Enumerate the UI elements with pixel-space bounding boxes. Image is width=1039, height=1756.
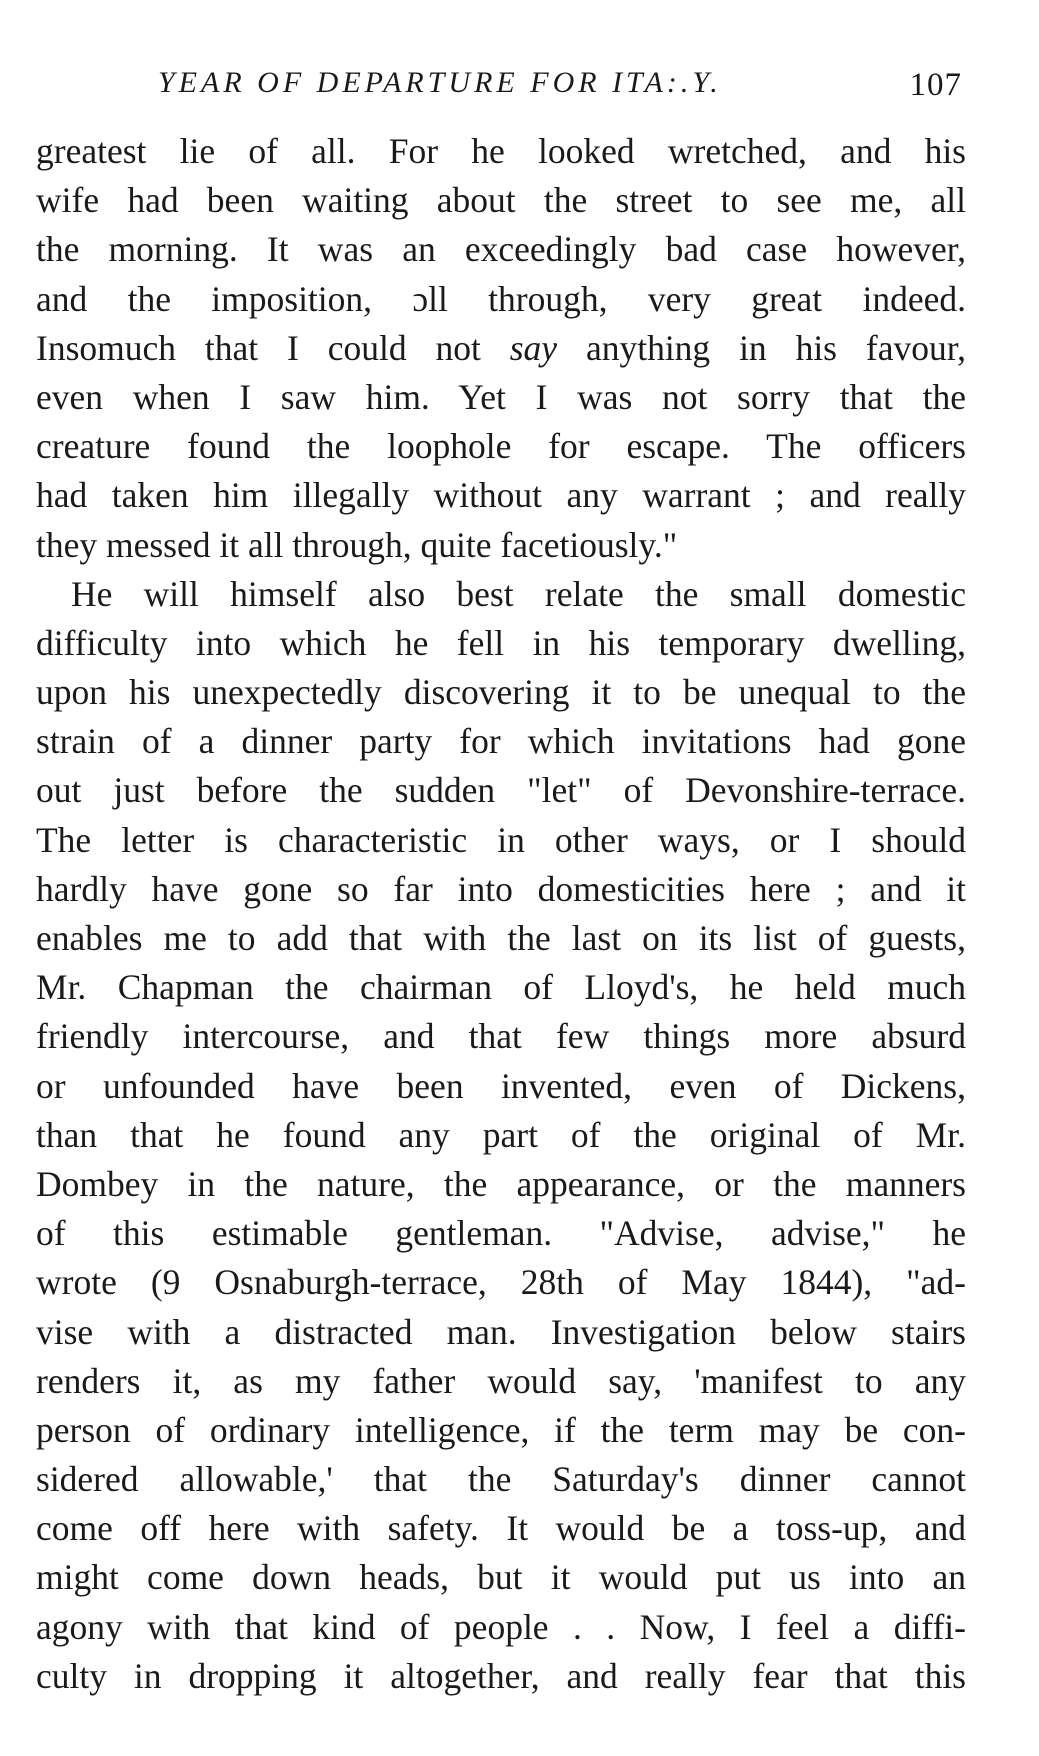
text-line: enables me to add that with the last on its list of guests,	[36, 918, 966, 958]
text-line: person of ordinary intelligence, if the term may be con-	[36, 1409, 966, 1450]
text-line	[36, 324, 966, 373]
text-segment: anything in his favour,	[585, 327, 966, 368]
text-line: out just before the sudden "let" of Devonshire-terrace.	[36, 770, 966, 811]
text-line: wife had been waiting about the street to see me, all	[36, 180, 966, 221]
running-title: YEAR OF DEPARTURE FOR ITA:.Y.	[158, 66, 722, 99]
text-line: greatest lie of all. For he looked wretched, and his	[36, 131, 966, 171]
running-head	[36, 58, 966, 108]
text-line: creature found the loophole for escape. The officers	[36, 426, 966, 467]
paragraph	[36, 570, 966, 1701]
text-line: of this estimable gentleman. "Advise, advise," he	[36, 1213, 966, 1254]
text-segment: Insomuch that I could not	[36, 327, 481, 368]
body-text	[36, 127, 966, 1701]
text-line: difficulty into which he fell in his temporary dwelling,	[36, 622, 966, 663]
text-line: hardly have gone so far into domesticities here ; and it	[36, 868, 966, 909]
text-line: sidered allowable,' that the Saturday's dinner cannot	[36, 1459, 966, 1500]
text-line: vise with a distracted man. Investigation below stairs	[36, 1311, 966, 1352]
text-line: Dombey in the nature, the appearance, or the manners	[36, 1163, 966, 1204]
text-line: Mr. Chapman the chairman of Lloyd's, he held much	[36, 967, 966, 1008]
emphasis-text: say	[509, 327, 558, 368]
text-line: or unfounded have been invented, even of Dickens,	[36, 1065, 966, 1106]
text-line: The letter is characteristic in other ways, or I should	[36, 819, 966, 860]
text-line: had taken him illegally without any warrant ; and really	[36, 475, 966, 516]
text-line: He will himself also best relate the small domestic	[71, 573, 966, 614]
page-number: 107	[909, 67, 962, 103]
text-line: even when I saw him. Yet I was not sorry that the	[36, 376, 966, 417]
text-line: upon his unexpectedly discovering it to be unequal to the	[36, 672, 966, 713]
text-line: come off here with safety. It would be a toss-up, and	[36, 1508, 966, 1549]
text-line: strain of a dinner party for which invitations had gone	[36, 721, 966, 762]
text-line: might come down heads, but it would put us into an	[36, 1557, 966, 1598]
text-line: and the imposition, ɔll through, very great indeed.	[36, 278, 966, 319]
text-line: than that he found any part of the original of Mr.	[36, 1114, 966, 1155]
paragraph	[36, 127, 966, 570]
text-line: they messed it all through, quite facetiously."	[36, 524, 678, 565]
text-line: agony with that kind of people . . Now, I feel a diffi-	[36, 1606, 966, 1647]
text-line: friendly intercourse, and that few things more absurd	[36, 1016, 966, 1057]
text-line: the morning. It was an exceedingly bad case however,	[36, 229, 966, 270]
text-line: culty in dropping it altogether, and really fear that this	[36, 1655, 966, 1696]
text-line: wrote (9 Osnaburgh-terrace, 28th of May 1844), "ad-	[36, 1262, 966, 1303]
text-line: renders it, as my father would say, 'manifest to any	[36, 1360, 966, 1401]
